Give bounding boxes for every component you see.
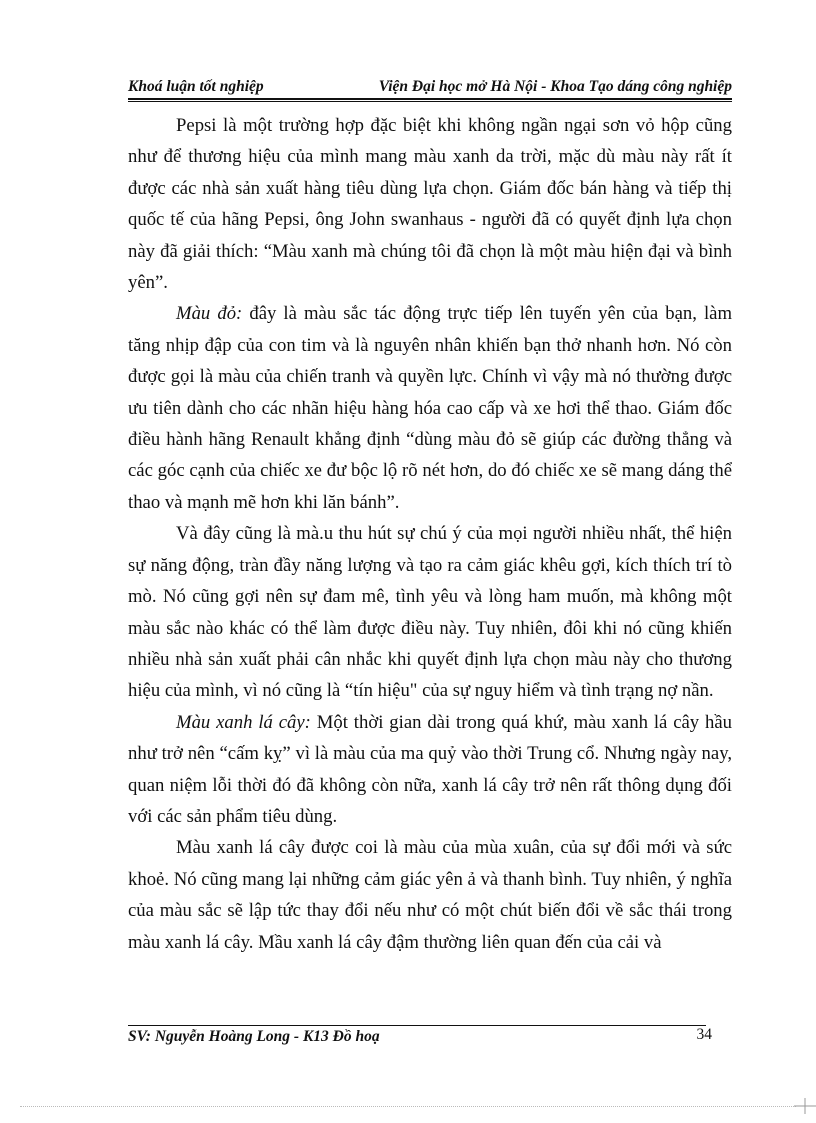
term-red: Màu đỏ: bbox=[176, 303, 243, 325]
header-institution: Viện Đại học mở Hà Nội - Khoa Tạo dáng công nghiệp bbox=[378, 78, 732, 95]
header-thesis-title: Khoá luận tốt nghiệp bbox=[128, 78, 264, 95]
body-text bbox=[128, 110, 732, 958]
paragraph-green-meaning: Màu xanh lá cây được coi là màu của mùa xuân, của sự đổi mới và sức khoẻ. Nó cũng mang lại những cảm giác yên ả và thanh bình. Tuy nhiên, ý nghĩa của màu sắc sẽ lập tức thay đổi nếu như có một chút biến đổi về sắc thái trong màu xanh lá cây. Mầu xanh lá cây đậm thường liên quan đến của cải và bbox=[128, 837, 732, 953]
page-bottom-dotted-line bbox=[20, 1106, 796, 1107]
paragraph-green bbox=[128, 707, 732, 833]
term-green: Màu xanh lá cây: bbox=[176, 711, 311, 733]
page-footer bbox=[128, 1028, 732, 1050]
header-divider bbox=[128, 98, 732, 102]
paragraph-green-text: Một thời gian dài trong quá khứ, màu xanh lá cây hầu như trở nên “cấm kỵ” vì là màu của ma quỷ vào thời Trung cổ. Nhưng ngày nay, quan niệm lỗi thời đó đã không còn nữa, xanh lá cây trở nên rất thông dụng đối với các sản phẩm tiêu dùng. bbox=[128, 711, 732, 827]
footer-divider bbox=[128, 1025, 706, 1026]
corner-crop-icon bbox=[794, 1098, 816, 1114]
paragraph-red-text: đây là màu sắc tác động trực tiếp lên tuyến yên của bạn, làm tăng nhịp đập của con tim và là nguyên nhân khiến bạn thở nhanh hơn. Nó còn được gọi là màu của chiến tranh và quyền lực. Chính vì vậy mà nó thường được ưu tiên dành cho các nhãn hiệu hàng hóa cao cấp và xe hơi thể thao. Giám đốc điều hành hãng Renault khẳng định “dùng màu đỏ sẽ giúp các đường thẳng và các góc cạnh của chiếc xe đư bộc lộ rõ nét hơn, do đó chiếc xe sẽ mang dáng thể thao và mạnh mẽ hơn khi lăn bánh”. bbox=[128, 303, 732, 513]
paragraph-pepsi: Pepsi là một trường hợp đặc biệt khi không ngần ngại sơn vỏ hộp cũng như để thương hiệu của mình mang màu xanh da trời, mặc dù màu này rất ít được các nhà sản xuất hàng tiêu dùng lựa chọn. Giám đốc bán hàng và tiếp thị quốc tế của hãng Pepsi, ông John swanhaus - người đã có quyết định lựa chọn này đã giải thích: “Màu xanh mà chúng tôi đã chọn là một màu hiện đại và bình yên”. bbox=[128, 115, 732, 294]
paragraph-red-attention: Và đây cũng là mà.u thu hút sự chú ý của mọi người nhiều nhất, thể hiện sự năng động, tràn đầy năng lượng và tạo ra cảm giác khêu gợi, kích thích trí tò mò. Nó cũng gợi nên sự đam mê, tình yêu và lòng ham muốn, mà không một màu sắc nào khác có thể làm được điều này. Tuy nhiên, đôi khi nó cũng khiến nhiều nhà sản xuất phải cân nhắc khi quyết định lựa chọn màu này cho thương hiệu của mình, vì nó cũng là “tín hiệu" của sự nguy hiểm và tình trạng nợ nần. bbox=[128, 523, 732, 702]
page-header bbox=[128, 78, 732, 98]
paragraph-red bbox=[128, 298, 732, 518]
footer-author: SV: Nguyễn Hoàng Long - K13 Đồ hoạ bbox=[128, 1028, 380, 1045]
page-number: 34 bbox=[696, 1026, 712, 1043]
